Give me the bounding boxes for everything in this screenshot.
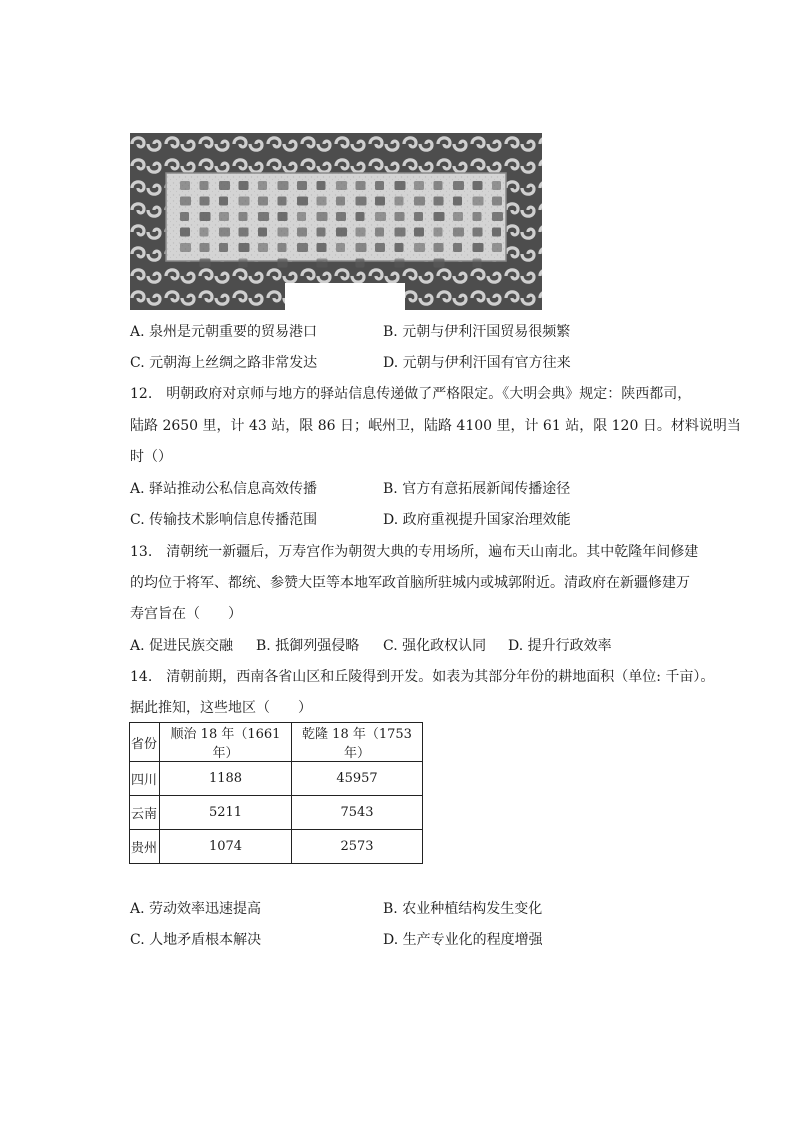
carved-glyph <box>336 212 346 221</box>
q12-stem-line1: 12. 明朝政府对京师与地方的驿站信息传递做了严格限定。《大明会典》规定：陕西都司， <box>130 386 692 402</box>
carved-glyph <box>453 228 464 237</box>
carved-glyph <box>278 197 287 206</box>
carved-glyph <box>200 243 210 252</box>
carved-glyph <box>356 197 367 206</box>
carved-glyph <box>414 243 425 252</box>
carved-glyph <box>395 228 406 237</box>
carved-glyph <box>317 259 328 268</box>
carved-glyph <box>453 181 464 190</box>
carved-glyph <box>180 197 191 206</box>
carved-glyph <box>180 212 189 221</box>
carved-glyph <box>356 259 365 268</box>
carved-glyph <box>336 228 347 237</box>
carved-glyph <box>317 181 326 190</box>
carved-glyph <box>317 212 328 221</box>
q11-option-c[interactable]: C. 元朝海上丝绸之路非常发达 <box>130 355 318 371</box>
carved-glyph <box>258 212 269 221</box>
carved-glyph <box>219 197 228 206</box>
header-1753: 乾隆 18 年（1753 年） <box>292 723 423 762</box>
table-row <box>130 830 423 864</box>
cell-1753: 45957 <box>292 762 423 796</box>
carved-glyph <box>473 197 484 206</box>
carved-glyph <box>434 259 445 268</box>
cell-1661: 1188 <box>160 762 292 796</box>
carved-glyph <box>200 259 211 268</box>
carved-glyph <box>375 243 385 252</box>
table-row <box>130 796 423 830</box>
carved-glyph <box>434 243 444 252</box>
q14-stem-line2: 据此推知，这些地区（ ） <box>130 700 312 716</box>
carved-glyph <box>395 259 405 268</box>
carved-glyph <box>492 228 501 237</box>
carved-glyph <box>317 197 327 206</box>
q12-option-c[interactable]: C. 传输技术影响信息传播范围 <box>130 512 318 528</box>
carved-glyph <box>219 228 230 237</box>
carved-glyph <box>434 197 444 206</box>
q12-option-b[interactable]: B. 官方有意拓展新闻传播途径 <box>383 481 571 497</box>
carved-glyph <box>434 228 443 237</box>
carved-glyph <box>453 197 462 206</box>
q13-stem-line1: 13. 清朝统一新疆后，万寿宫作为朝贺大典的专用场所，遍布天山南北。其中乾隆年间修建 <box>130 544 699 560</box>
carved-glyph <box>297 243 308 252</box>
carved-glyph <box>473 212 482 221</box>
cell-1661: 5211 <box>160 796 292 830</box>
carved-glyph <box>356 181 366 190</box>
carved-glyph <box>336 197 345 206</box>
q11-option-d[interactable]: D. 元朝与伊利汗国有官方往来 <box>383 355 571 371</box>
carved-glyph <box>278 212 288 221</box>
carved-glyph <box>375 197 385 206</box>
header-province: 省份 <box>130 723 160 762</box>
table-header-row <box>130 723 423 762</box>
q12-stem-line3: 时（） <box>130 449 172 465</box>
carved-glyph <box>356 243 367 252</box>
q12-stem-line2: 陆路 2650 里，计 43 站，限 86 日；岷州卫，陆路 4100 里，计 61 站，限 120 日。材料说明当 <box>130 418 741 434</box>
cell-1753: 2573 <box>292 830 423 864</box>
q14-option-b[interactable]: B. 农业种植结构发生变化 <box>383 901 543 917</box>
carved-glyph <box>375 212 386 221</box>
carved-glyph <box>492 243 502 252</box>
carved-glyph <box>395 212 405 221</box>
carved-glyph <box>297 228 307 237</box>
carved-glyph <box>434 212 445 221</box>
carved-glyph <box>200 212 211 221</box>
q13-option-a[interactable]: A. 促进民族交融 <box>130 638 234 654</box>
q14-option-d[interactable]: D. 生产专业化的程度增强 <box>383 932 543 948</box>
carved-glyph <box>492 212 503 221</box>
carved-glyph <box>473 181 483 190</box>
carved-glyph <box>395 181 406 190</box>
carved-glyph <box>219 243 228 252</box>
carved-glyph <box>492 197 502 206</box>
header-1661: 顺治 18 年（1661 年） <box>160 723 292 762</box>
carved-glyph <box>453 243 462 252</box>
q14-stem-line1: 14. 清朝前期，西南各省山区和丘陵得到开发。如表为其部分年份的耕地面积（单位: 千亩）。 <box>130 669 715 685</box>
carved-glyph <box>336 243 345 252</box>
q14-option-c[interactable]: C. 人地矛盾根本解决 <box>130 932 262 948</box>
carved-glyph <box>473 243 484 252</box>
stele-image <box>130 133 542 310</box>
carved-glyph <box>278 181 289 190</box>
q11-option-a[interactable]: A. 泉州是元朝重要的贸易港口 <box>130 324 318 340</box>
carved-glyph <box>297 212 306 221</box>
carved-glyph <box>375 228 384 237</box>
q11-option-b[interactable]: B. 元朝与伊利汗国贸易很频繁 <box>383 324 571 340</box>
carved-glyph <box>317 243 327 252</box>
carved-glyph <box>278 243 287 252</box>
carved-glyph <box>414 212 423 221</box>
carved-glyph <box>278 228 289 237</box>
carved-glyph <box>356 228 366 237</box>
carved-glyph <box>278 259 288 268</box>
carved-glyph <box>356 212 365 221</box>
carved-glyph <box>336 181 347 190</box>
carved-glyph <box>492 181 501 190</box>
carved-glyph <box>258 181 267 190</box>
cell-province: 云南 <box>130 796 160 830</box>
carved-glyph <box>414 197 425 206</box>
carved-glyph <box>473 228 483 237</box>
carved-glyph <box>473 259 482 268</box>
carved-glyph <box>239 212 248 221</box>
carved-glyph <box>239 228 249 237</box>
carved-glyph <box>200 197 210 206</box>
farmland-table <box>129 722 423 864</box>
carved-glyph <box>180 243 191 252</box>
q14-option-a[interactable]: A. 劳动效率迅速提高 <box>130 901 262 917</box>
carved-glyph <box>258 243 268 252</box>
stele-photo <box>130 133 542 310</box>
table-row <box>130 762 423 796</box>
carved-glyph <box>414 228 424 237</box>
q13-option-b[interactable]: B. 抵御列强侵略 <box>256 638 360 654</box>
carved-glyph <box>180 181 190 190</box>
q13-stem-line2: 的均位于将军、都统、参赞大臣等本地军政首脑所驻城内或城郭附近。清政府在新疆修建万 <box>130 575 690 591</box>
carved-glyph <box>395 243 404 252</box>
carved-glyph <box>258 197 268 206</box>
carved-glyph <box>219 181 230 190</box>
carved-glyph <box>239 259 248 268</box>
cell-1753: 7543 <box>292 796 423 830</box>
q12-option-a[interactable]: A. 驿站推动公私信息高效传播 <box>130 481 318 497</box>
cell-1661: 1074 <box>160 830 292 864</box>
carved-glyph <box>434 181 443 190</box>
carved-glyph <box>375 181 384 190</box>
carved-glyph <box>180 228 190 237</box>
cell-province: 贵州 <box>130 830 160 864</box>
carved-glyph <box>395 197 404 206</box>
carved-glyph <box>239 243 250 252</box>
carved-glyph <box>258 228 267 237</box>
carved-glyph <box>297 181 307 190</box>
carved-glyph <box>200 181 209 190</box>
q13-stem-line3: 寿宫旨在（ ） <box>130 606 242 622</box>
q13-option-d[interactable]: D. 提升行政效率 <box>508 638 612 654</box>
carved-glyph <box>453 212 463 221</box>
q12-option-d[interactable]: D. 政府重视提升国家治理效能 <box>383 512 571 528</box>
q13-option-c[interactable]: C. 强化政权认同 <box>383 638 487 654</box>
cell-province: 四川 <box>130 762 160 796</box>
carved-glyph <box>297 197 308 206</box>
carved-glyph <box>200 228 209 237</box>
carved-glyph <box>239 197 250 206</box>
carved-glyph <box>317 228 326 237</box>
carved-glyph <box>414 181 424 190</box>
carved-glyph <box>219 212 229 221</box>
carved-glyph <box>239 181 249 190</box>
